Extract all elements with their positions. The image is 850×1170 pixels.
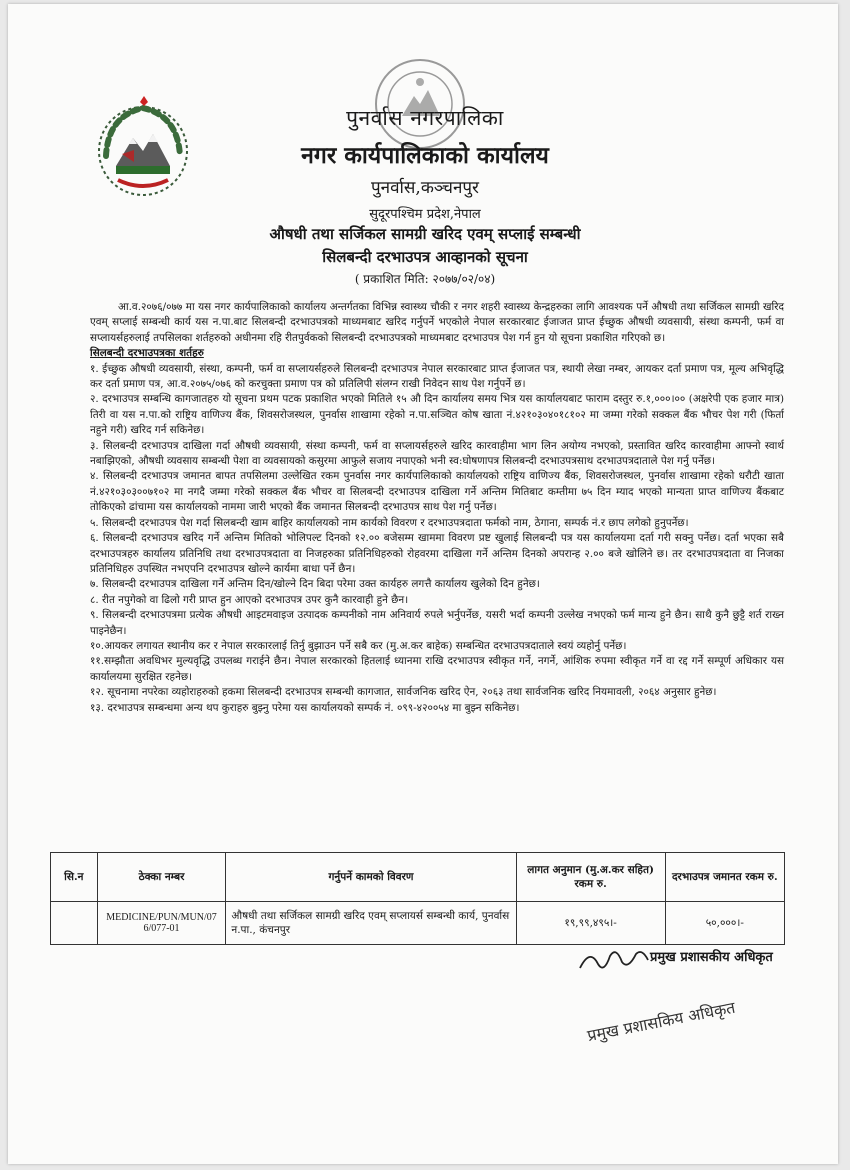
condition-item: ५. सिलबन्दी दरभाउपत्र पेश गर्दा सिलबन्दी खाम बाहिर कार्यालयको नाम कार्यको विवरण र दरभाउपत्रदाता फर्मको नाम, ठेगाना, सम्पर्क नं.र छाप लगेको हुनुपर्नेछ। xyxy=(90,516,689,529)
condition-item: १०.आयकर लगायत स्थानीय कर र नेपाल सरकारलाई तिर्नु बुझाउन पर्ने सबै कर (मु.अ.कर बाहेक) सम्बन्धित दरभाउपत्रदाताले स्वयं व्यहोर्नु पर्नेछ। xyxy=(90,639,627,652)
condition-item: ४. सिलबन्दी दरभाउपत्र जमानत बापत तपसिलमा उल्लेखित रकम पुनर्वास नगर कार्यपालिकाको कार्यालयको राष्ट्रिय वाणिज्य बैंक, शिवसरोजस्थल, पुनर्वास शाखामा रहेको धरौटी खाता नं.४२१०३०३००७१०२ मा नगदै जम्मा गरेको सक्कल बैंक भौचर वा सिलबन्दी दरभाउपत्र दाखिला गर्ने अन्तिम मितिबाट कम्तीमा ७५ दिन म्याद भएको मान्यता प्राप्त वाणिज्य बैंकबाट तोकिएको ढांचामा यस कार्यालयको नाममा जारी भएको बैंक जमानत सिलबन्दी दरभाउपत्र साथ पेश गर्नु पर्नेछ। xyxy=(90,470,784,514)
intro-paragraph: आ.व.२०७६/०७७ मा यस नगर कार्यपालिकाको कार्यालय अन्तर्गतका विभिन्न स्वास्थ्य चौकी र नगर शहरी स्वास्थ्य केन्द्रहरुका लागि आवश्यक पर्ने औषधी तथा सर्जिकल सामग्री खरिद एवम् सप्लाई सम्बन्धी कार्य यस न.पा.बाट सिलबन्दी दरभाउपत्रको माध्यमबाट खरिद गर्नुपर्ने भएकोले नेपाल सरकारबाट ईजाजत प्राप्त ईच्छुक औषधी व्यवसायी, संस्था कम्पनी, फर्म वा सप्लायर्सहरुलाई तपसिलका शर्तहरुको अधीनमा रहि रीतपुर्वकको सिलबन्दी दरभाउपत्रको माध्यमबाट दरभाउपत्र पेश गर्न हुन यो सूचना प्रकाशित गरिएको छ। xyxy=(90,301,784,344)
tender-table xyxy=(50,852,785,945)
condition-item: ८. रीत नपुगेको वा ढिलो गरी प्राप्त हुन आएको दरभाउपत्र उपर कुनै कारवाही हुने छैन। xyxy=(90,593,409,606)
office-title: नगर कार्यपालिकाको कार्यालय xyxy=(301,142,549,169)
condition-item: १३. दरभाउपत्र सम्बन्धमा अन्य थप कुराहरु बुझ्नु परेमा यस कार्यालयको सम्पर्क नं. ०९९-४२००५४ मा बुझ्न सकिनेछ। xyxy=(90,701,520,714)
notice-body xyxy=(90,300,784,716)
office-location: पुनर्वास,कञ्चनपुर xyxy=(370,178,479,198)
column-header: दरभाउपत्र जमानत रकम रु. xyxy=(665,853,784,902)
table-cell: १९,९९,४९५।- xyxy=(516,902,665,945)
column-header: ठेक्का नम्बर xyxy=(97,853,226,902)
condition-item: ३. सिलबन्दी दरभाउपत्र दाखिला गर्दा औषधी व्यवसायी, संस्था कम्पनी, फर्म वा सप्लायर्सहरुले खरिद कारवाहीमा भाग लिन अयोग्य नभएको, प्रस्तावित खरिद कारवाहीमा आफ्नो स्वार्थ नबाझिएको, औषधी व्यवसाय सम्बन्धी पेशा वा व्यवसायको कसुरमा आफुले सजाय नपाएको भनी स्व:घोषणापत्र सिलबन्दी दरभाउपत्रसाथ दरभाउपत्रदाताले पेश गर्नु पर्नेछ। xyxy=(90,439,784,468)
table-cell: ५०,०००।- xyxy=(665,902,784,945)
condition-item: २. दरभाउपत्र सम्बन्धि कागजातहरु यो सूचना प्रथम पटक प्रकाशित भएको मितिले १५ औ दिन कार्यालय समय भित्र यस कार्यालयबाट फाराम दस्तुर रु.१,०००।०० (अक्षरेपी एक हजार मात्र) तिरी वा यस न.पा.को राष्ट्रिय वाणिज्य बैंक, शिवसरोजस्थल, पुनर्वास शाखामा रहेको न.पा.सञ्चित कोष खाता नं.४२१०३०४०१८१०२ मा जम्मा गरेको सक्कल बैंक भौचर पेश गरी (फिर्ता नहुने गरी) खरिद गर्न सकिनेछ। xyxy=(90,393,784,437)
condition-item: १. ईच्छुक औषधी व्यवसायी, संस्था, कम्पनी, फर्म वा सप्लायर्सहरुले सिलबन्दी दरभाउपत्र नेपाल सरकारबाट प्राप्त ईजाजत पत्र, स्थायी लेखा नम्बर, आयकर दर्ता प्रमाण पत्र, मूल्य अभिवृद्धि कर दर्ता प्रमाण पत्र, आ.व.२०७५/०७६ को करचुक्ता प्रमाण पत्र को प्रतिलिपी संलग्न राखी निवेदन साथ पेश गर्नुपर्ने छ। xyxy=(90,362,784,391)
conditions-heading: सिलबन्दी दरभाउपत्रका शर्तहरु xyxy=(90,347,204,360)
notice-title: सिलबन्दी दरभाउपत्र आव्हानको सूचना xyxy=(322,248,528,266)
table-row xyxy=(51,902,785,945)
handwritten-title: प्रमुख प्रशासकिय अधिकृत xyxy=(585,997,737,1046)
province-line: सुदूरपश्चिम प्रदेश,नेपाल xyxy=(369,207,481,222)
signatory-title: प्रमुख प्रशासकीय अधिकृत xyxy=(650,950,773,965)
condition-item: ११.सम्झौता अवधिभर मुल्यवृद्धि उपलब्ध गराईने छैन। नेपाल सरकारको हितलाई ध्यानमा राखि दरभाउपत्र स्वीकृत गर्ने, नगर्ने, आंशिक रुपमा स्वीकृत गर्ने वा रद्द गर्ने सम्पूर्ण अधिकार यस कार्यालयमा सुरक्षित रहनेछ। xyxy=(90,655,784,683)
column-header: गर्नुपर्ने कामको विवरण xyxy=(226,853,516,902)
condition-item: १२. सूचनामा नपरेका व्यहोराहरुको हकमा सिलबन्दी दरभाउपत्र सम्बन्धी कागजात, सार्वजनिक खरिद ऐन, २०६३ तथा सार्वजनिक खरिद नियमावली, २०६४ अनुसार हुनेछ। xyxy=(90,686,717,699)
notice-subject: औषधी तथा सर्जिकल सामग्री खरिद एवम् सप्लाई सम्बन्धी xyxy=(269,225,581,243)
municipality-name: पुनर्वास नगरपालिका xyxy=(346,106,504,130)
condition-item: ६. सिलबन्दी दरभाउपत्र खरिद गर्ने अन्तिम मितिको भोलिपल्ट दिनको १२.०० बजेसम्म खाममा विवरण प्रष्ट खुलाई सिलबन्दी पत्र यस कार्यालयमा दर्ता गरी सक्नु पर्नेछ। दर्ता भएका सबै दरभाउपत्रहरु कार्यालय प्रतिनिधि तथा दरभाउपत्रदाता वा निजहरुका प्रतिनिधिहरुको रोहवरमा दाखिला गर्ने अन्तिम दिनको अपरान्ह २.०० बजे खोलिने छ। तर दरभाउपत्रदाता वा निजका प्रतिनिधिहरु उपस्थित नभएपनि दरभाउपत्र खोल्ने कार्यमा बाधा पर्ने छैन। xyxy=(90,532,784,575)
condition-item: ९. सिलबन्दी दरभाउपत्रमा प्रत्येक औषधी आइटमवाइज उत्पादक कम्पनीको नाम अनिवार्य रुपले भर्नुपर्नेछ, यसरी भर्दा कम्पनी उल्लेख नभएको फर्म मान्य हुने छैन। साथै कुनै छुट्टै शर्त राख्न पाइनेछैन। xyxy=(90,609,784,637)
table-cell: MEDICINE/PUN/MUN/076/077-01 xyxy=(97,902,226,945)
condition-item: ७. सिलबन्दी दरभाउपत्र दाखिला गर्ने अन्तिम दिन/खोल्ने दिन बिदा परेमा उक्त कार्यहरु लगत्तै कार्यालय खुलेको दिन हुनेछ। xyxy=(90,578,540,591)
published-date: ( प्रकाशित मिति: २०७७/०२/०४) xyxy=(354,272,496,286)
table-cell: औषधी तथा सर्जिकल सामग्री खरिद एवम् सप्लायर्स सम्बन्धी कार्य, पुनर्वास न.पा., कंचनपुर xyxy=(226,902,516,945)
column-header: सि.न xyxy=(51,853,98,902)
column-header: लागत अनुमान (मु.अ.कर सहित) रकम रु. xyxy=(516,853,665,902)
table-header-row xyxy=(51,853,785,902)
table-cell xyxy=(51,902,98,945)
